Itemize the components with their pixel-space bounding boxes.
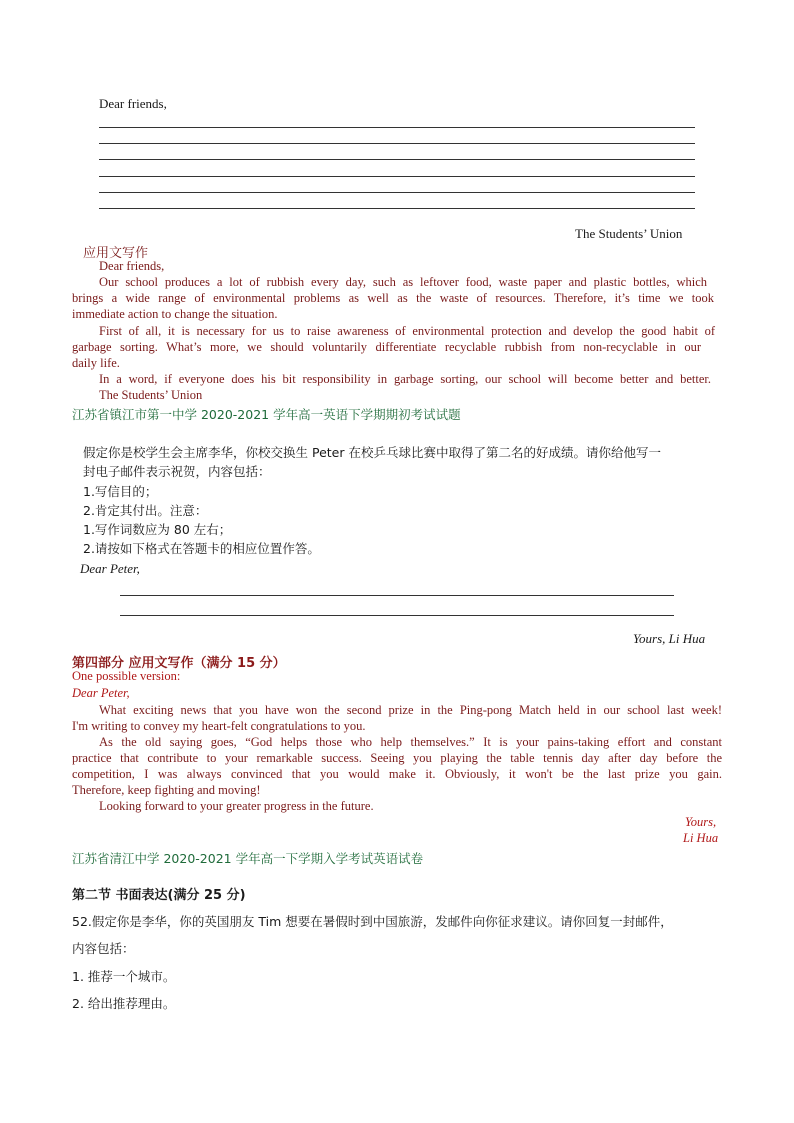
- answer-paragraph-line: daily life.: [72, 356, 120, 370]
- answer-paragraph-line: As the old saying goes, “God helps those who help themselves.” It is your pains-taking effort and constant: [99, 735, 722, 749]
- answer-paragraph-line: In a word, if everyone does his bit responsibility in garbage sorting, our school will become better and better.: [99, 372, 711, 386]
- writing-line: [99, 208, 695, 209]
- writing-line: [120, 595, 674, 596]
- answer-name: Li Hua: [683, 831, 719, 845]
- prompt-item: 2. 给出推荐理由。: [72, 996, 176, 1011]
- writing-line: [99, 176, 695, 177]
- prompt-note: 1.写作词数应为 80 左右；: [83, 522, 232, 537]
- prompt-line: 封电子邮件表示祝贺，内容包括：: [83, 464, 271, 479]
- salutation-dear-peter: Dear Peter,: [80, 561, 140, 576]
- heading-writing: 应用文写作: [83, 246, 149, 261]
- heading-part-four: 第四部分 应用文写作（满分 15 分）: [72, 656, 286, 671]
- answer-paragraph-line: Therefore, keep fighting and moving!: [72, 783, 261, 797]
- prompt-item: 2.肯定其付出。注意：: [83, 503, 208, 518]
- source-title: 江苏省镇江市第一中学 2020-2021 学年高一英语下学期期初考试试题: [72, 407, 461, 422]
- answer-paragraph-line: Looking forward to your greater progress in the future.: [99, 799, 374, 813]
- possible-version-label: One possible version:: [72, 669, 181, 683]
- prompt-line: 52.假定你是李华，你的英国朋友 Tim 想要在暑假时到中国旅游，发邮件向你征求建议。请你回复一封邮件，: [72, 914, 673, 929]
- writing-line: [120, 615, 674, 616]
- answer-paragraph-line: brings a wide range of environmental problems as well as the waste of resources. Therefore, it’s time we took: [72, 291, 714, 305]
- prompt-line: 内容包括：: [72, 941, 135, 956]
- prompt-line: 假定你是校学生会主席李华，你校交换生 Peter 在校乒乓球比赛中取得了第二名的好成绩。请你给他写一: [83, 445, 661, 460]
- source-title: 江苏省清江中学 2020-2021 学年高一下学期入学考试英语试卷: [72, 851, 424, 866]
- answer-paragraph-line: immediate action to change the situation.: [72, 307, 278, 321]
- prompt-note: 2.请按如下格式在答题卡的相应位置作答。: [83, 541, 320, 556]
- prompt-item: 1. 推荐一个城市。: [72, 969, 176, 984]
- answer-paragraph-line: competition, I was always convinced that you would make it. Obviously, it won't be the last prize you gain.: [72, 767, 722, 781]
- answer-closing: Yours,: [685, 815, 717, 829]
- answer-paragraph-line: garbage sorting. What’s more, we should voluntarily differentiate recyclable rubbish from non-recyclable in our: [72, 340, 701, 354]
- answer-salutation: Dear friends,: [99, 259, 165, 273]
- answer-paragraph-line: Our school produces a lot of rubbish every day, such as leftover food, waste paper and plastic bottles, which: [99, 275, 707, 289]
- answer-paragraph-line: What exciting news that you have won the second prize in the Ping-pong Match held in our school last week!: [99, 703, 722, 717]
- signature-students-union: The Students’ Union: [575, 226, 683, 241]
- writing-line: [99, 143, 695, 144]
- salutation-dear-friends: Dear friends,: [99, 96, 167, 111]
- writing-line: [99, 192, 695, 193]
- signature-yours-li-hua: Yours, Li Hua: [633, 631, 706, 646]
- answer-salutation: Dear Peter,: [72, 686, 130, 700]
- section-heading: 第二节 书面表达(满分 25 分): [72, 888, 246, 903]
- writing-line: [99, 159, 695, 160]
- answer-paragraph-line: practice that contribute to your remarkable success. Seeing you playing the table tennis day after day before the: [72, 751, 722, 765]
- answer-paragraph-line: First of all, it is necessary for us to raise awareness of environmental protection and develop the good habit of: [99, 324, 715, 338]
- writing-line: [99, 127, 695, 128]
- answer-signature: The Students’ Union: [99, 388, 203, 402]
- answer-paragraph-line: I'm writing to convey my heart-felt congratulations to you.: [72, 719, 366, 733]
- prompt-item: 1.写信目的；: [83, 484, 158, 499]
